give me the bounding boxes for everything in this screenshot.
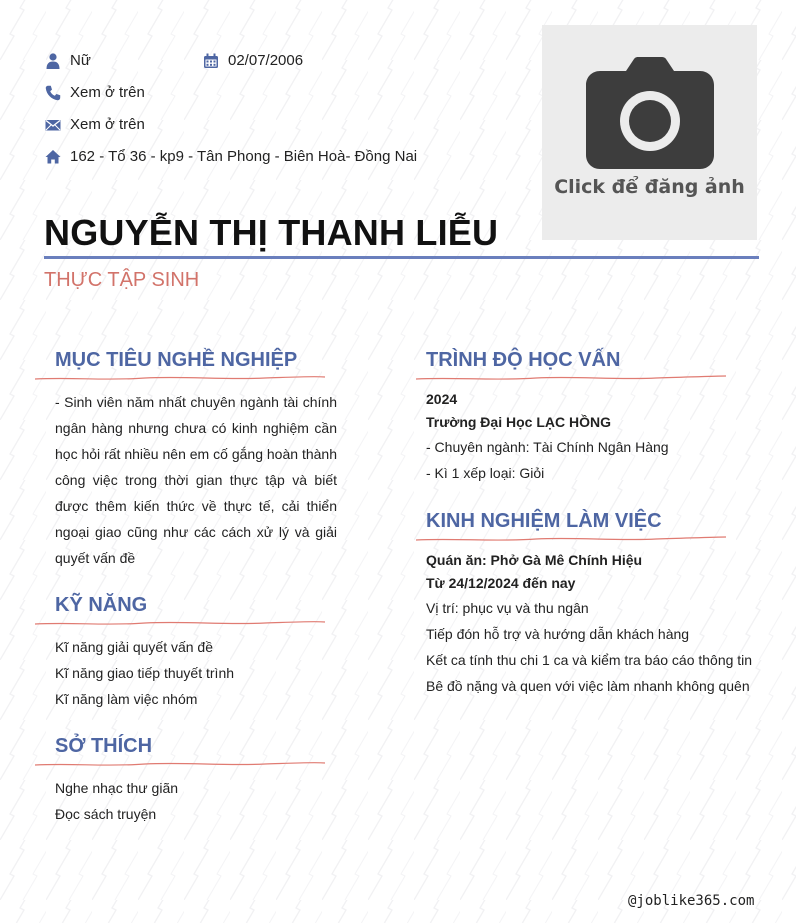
hobby-item: Đọc sách truyện bbox=[55, 806, 157, 822]
objective-text: - Sinh viên năm nhất chuyên ngành tài chính ngân hàng nhưng chưa có kinh nghiệm cần học hỏi rất nhiều nên em cố gắng hoàn thành công việc trong thời gian thực tập và biết được thêm kiến thức về thực tế, cải thiển ngoại giao cũng như các cách xử lý và giải quyết vấn đề bbox=[55, 394, 337, 566]
skill-item: Kĩ năng giải quyết vấn đề bbox=[55, 639, 214, 655]
education-detail: - Chuyên ngành: Tài Chính Ngân Hàng bbox=[426, 439, 669, 455]
experience-detail: Bê đồ nặng và quen với việc làm nhanh không quên bbox=[426, 678, 750, 694]
birthday-value: 02/07/2006 bbox=[228, 52, 304, 69]
education-detail: - Kì 1 xếp loại: Giỏi bbox=[426, 465, 545, 481]
experience-company: Quán ăn: Phở Gà Mê Chính Hiệu bbox=[426, 552, 643, 568]
education-divider bbox=[416, 374, 708, 382]
experience-detail: Vị trí: phục vụ và thu ngân bbox=[426, 600, 589, 616]
skill-item: Kĩ năng giao tiếp thuyết trình bbox=[55, 665, 235, 681]
skills-list bbox=[55, 634, 234, 712]
watermark: @joblike365.com bbox=[628, 893, 755, 909]
name-divider bbox=[44, 256, 759, 259]
photo-upload[interactable] bbox=[542, 25, 757, 240]
camera-icon bbox=[586, 57, 714, 169]
job-position: THỰC TẬP SINH bbox=[44, 269, 200, 291]
hobbies-title: SỞ THÍCH bbox=[55, 735, 153, 757]
experience-divider bbox=[416, 535, 708, 543]
education-title: TRÌNH ĐỘ HỌC VẤN bbox=[426, 349, 621, 371]
email-value: Xem ở trên bbox=[70, 116, 145, 133]
education-year: 2024 bbox=[426, 391, 458, 407]
experience-detail: Tiếp đón hỗ trợ và hướng dẫn khách hàng bbox=[426, 626, 690, 642]
phone-value: Xem ở trên bbox=[70, 84, 145, 101]
objective-title: MỤC TIÊU NGHỀ NGHIỆP bbox=[55, 349, 298, 371]
calendar-icon bbox=[203, 53, 219, 69]
photo-caption: Click để đăng ảnh bbox=[554, 176, 745, 198]
envelope-icon bbox=[45, 117, 61, 133]
hobbies-list bbox=[55, 775, 178, 827]
phone-icon bbox=[45, 85, 61, 101]
gender-value: Nữ bbox=[70, 52, 91, 69]
candidate-name: NGUYỄN THỊ THANH LIỄU bbox=[44, 212, 499, 253]
home-icon bbox=[45, 149, 61, 165]
experience-title: KINH NGHIỆM LÀM VIỆC bbox=[426, 510, 662, 532]
skill-item: Kĩ năng làm việc nhóm bbox=[55, 691, 198, 707]
skills-title: KỸ NĂNG bbox=[55, 594, 148, 616]
user-icon bbox=[45, 53, 61, 69]
experience-list bbox=[426, 549, 752, 699]
address-value: 162 - Tổ 36 - kp9 - Tân Phong - Biên Hoà- Đồng Nai bbox=[70, 148, 418, 165]
experience-detail: Kết ca tính thu chi 1 ca và kiểm tra báo cáo thông tin bbox=[426, 652, 753, 668]
objective-divider bbox=[35, 374, 327, 382]
experience-period: Từ 24/12/2024 đến nay bbox=[426, 575, 576, 591]
education-list bbox=[426, 388, 669, 486]
hobby-item: Nghe nhạc thư giãn bbox=[55, 780, 179, 796]
education-school: Trường Đại Học LẠC HỒNG bbox=[426, 414, 611, 430]
hobbies-divider bbox=[35, 760, 327, 768]
skills-divider bbox=[35, 619, 327, 627]
